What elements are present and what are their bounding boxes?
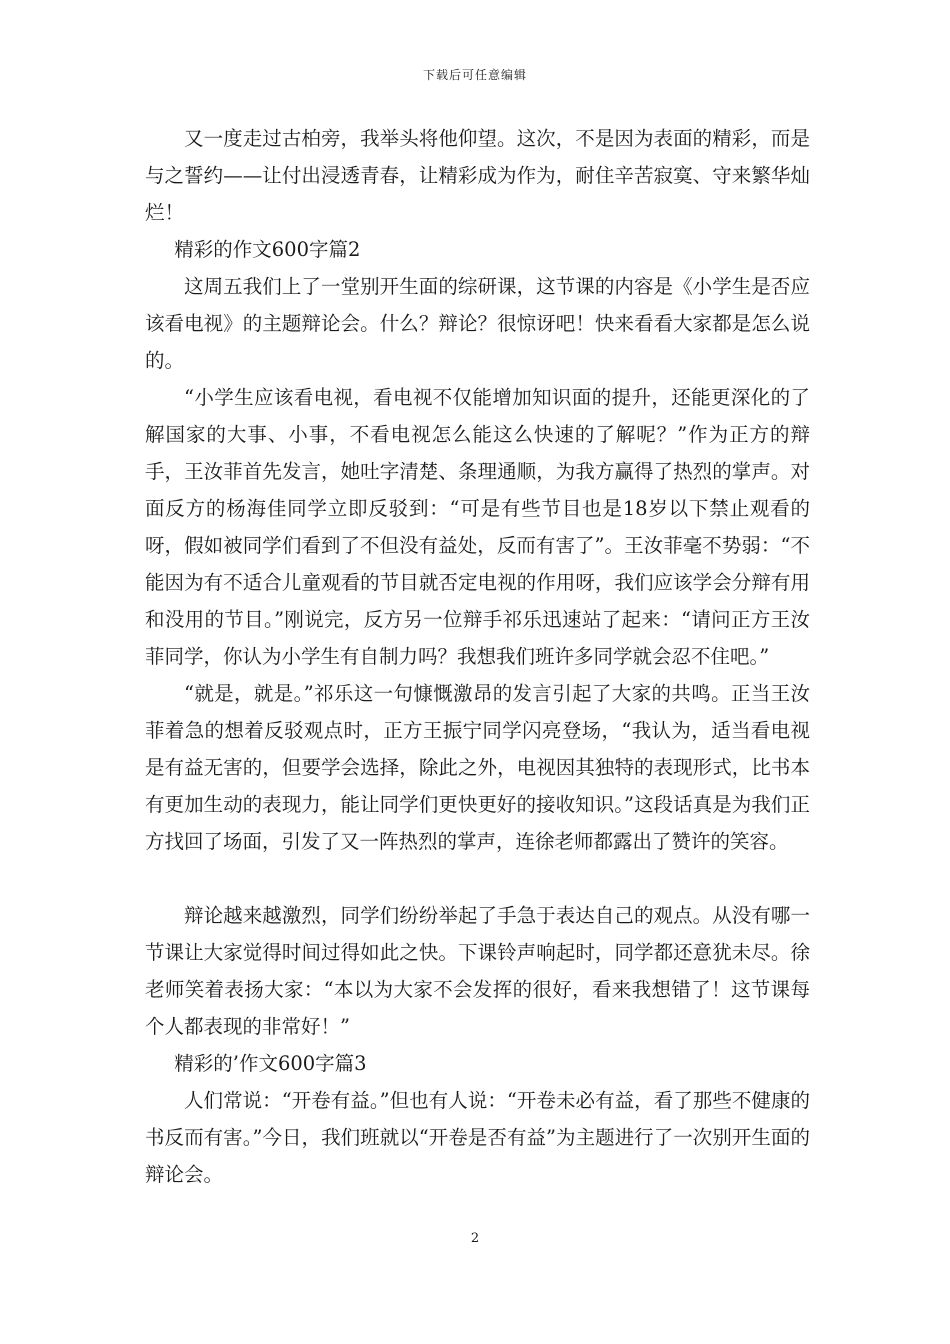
paragraph: 辩论越来越激烈，同学们纷纷举起了手急于表达自己的观点。从没有哪一节课让大家觉得时间过得如此之快。下课铃声响起时，同学都还意犹未尽。徐老师笑着表扬大家：“本以为大家不会发挥的很好，看来我想错了！这节课每个人都表现的非常好！” xyxy=(145,904,810,1038)
paragraph: 又一度走过古柏旁，我举头将他仰望。这次，不是因为表面的精彩，而是与之誓约——让付出浸透青春，让精彩成为作为，耐住辛苦寂寞、守来繁华灿烂！ xyxy=(145,127,810,224)
page-header: 下载后可任意编辑 xyxy=(422,68,527,82)
paragraph: 人们常说：“开卷有益。”但也有人说：“开卷未必有益，看了那些不健康的书反而有害。”今日，我们班就以“开卷是否有益”为主题进行了一次别开生面的辩论会。 xyxy=(145,1089,810,1186)
blank-line xyxy=(145,860,810,897)
paragraph: 这周五我们上了一堂别开生面的综研课，这节课的内容是《小学生是否应该看电视》的主题辩论会。什么？辩论？很惊讶吧！快来看看大家都是怎么说的。 xyxy=(145,275,810,372)
section-heading: 精彩的作文600字篇2 xyxy=(174,238,361,261)
page-number: 2 xyxy=(470,1231,480,1246)
paragraph: “就是，就是。”祁乐这一句慷慨激昂的发言引起了大家的共鸣。正当王汝菲着急的想着反驳观点时，正方王振宁同学闪亮登场，“我认为，适当看电视是有益无害的，但要学会选择，除此之外，电视因其独特的表现形式，比书本有更加生动的表现力，能让同学们更快更好的接收知识。”这段话真是为我们正方找回了场面，引发了又一阵热烈的掌声，连徐老师都露出了赞许的笑容。 xyxy=(145,682,810,853)
section-heading: 精彩的’作文600字篇3 xyxy=(174,1052,367,1075)
document-body xyxy=(145,120,810,1193)
paragraph: “小学生应该看电视，看电视不仅能增加知识面的提升，还能更深化的了解国家的大事、小事，不看电视怎么能这么快速的了解呢？”作为正方的辩手，王汝菲首先发言，她吐字清楚、条理通顺，为我方赢得了热烈的掌声。对面反方的杨海佳同学立即反驳到：“可是有些节目也是18岁以下禁止观看的呀，假如被同学们看到了不但没有益处，反而有害了”。王汝菲毫不势弱：“不能因为有不适合儿童观看的节目就否定电视的作用呀，我们应该学会分辩有用和没用的节目。”刚说完，反方另一位辩手祁乐迅速站了起来：“请问正方王汝菲同学，你认为小学生有自制力吗？我想我们班许多同学就会忍不住吧。” xyxy=(145,386,810,668)
